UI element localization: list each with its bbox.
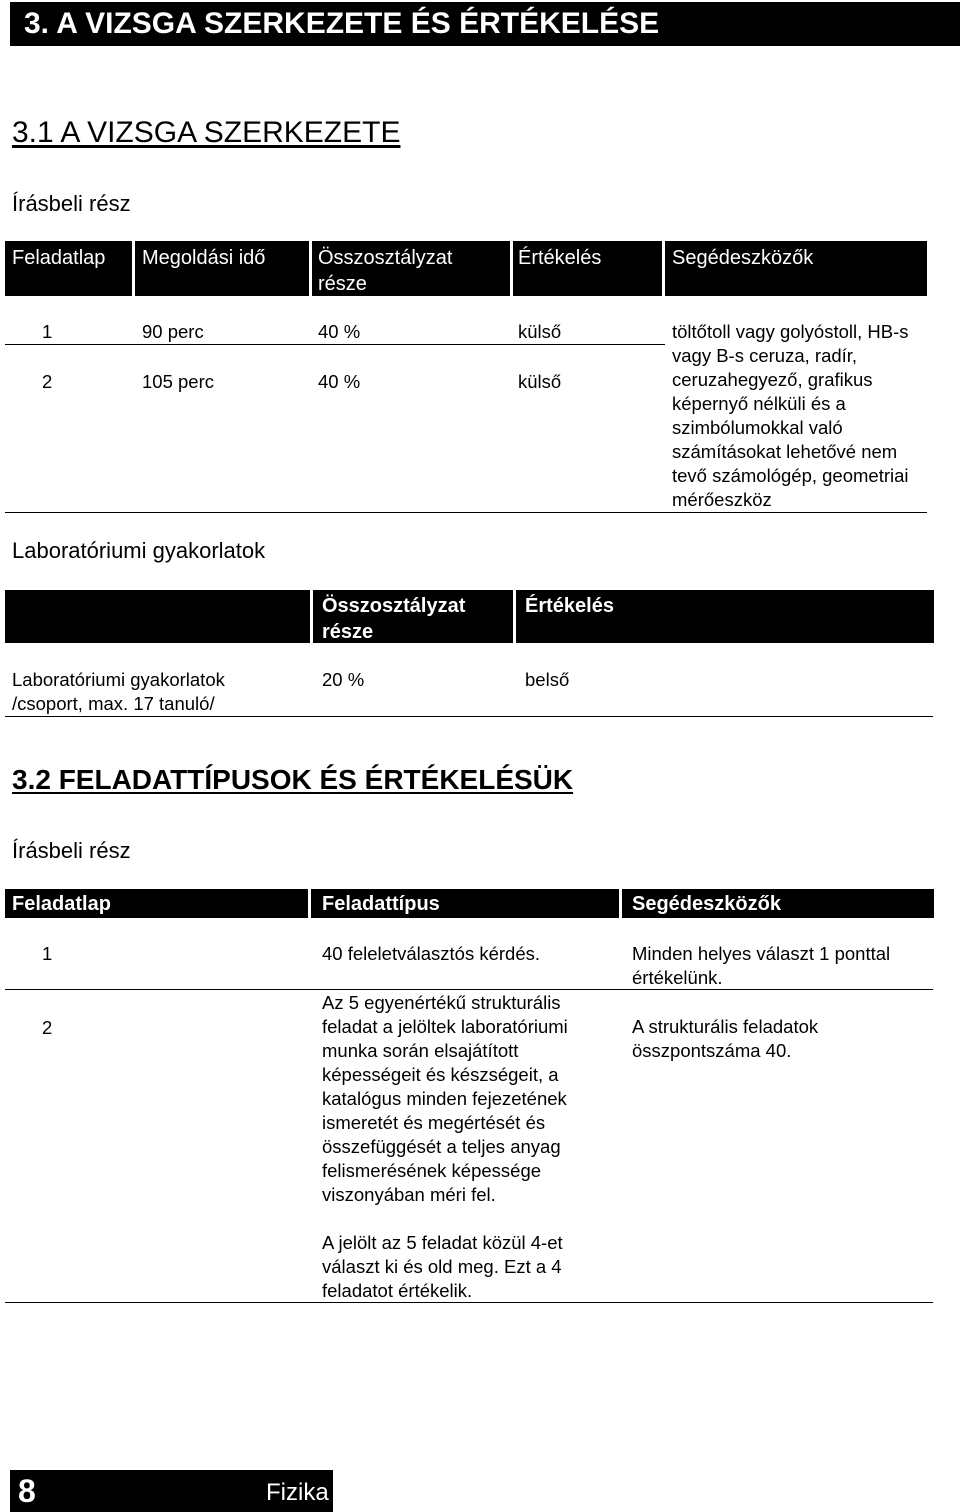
lab-bottom-rule [5, 716, 933, 717]
lab-row-share: 20 % [322, 669, 365, 690]
types-row-divider [5, 989, 933, 990]
row1-sheet: 1 [42, 321, 53, 342]
section-title-3-2: 3.2 FELADATTÍPUSOK ÉS ÉRTÉKELÉSÜK [12, 764, 574, 795]
tools-cell: töltőtoll vagy golyóstoll, HB-s vagy B-s ceruza, radír, ceruzahegyező, grafikus képernyő nélküli és a szimbólumokkal való számításokat lehetővé nem tevő számológép, geometriai mérőeszköz [672, 321, 909, 510]
table-bottom-rule [5, 512, 927, 513]
types-col-header-sheet: Feladatlap [12, 893, 111, 915]
chapter-banner: 3. A VIZSGA SZERKEZETE ÉS ÉRTÉKELÉSE [10, 2, 960, 46]
row2-sheet: 2 [42, 371, 53, 392]
row-divider [5, 344, 665, 345]
lab-row-label: Laboratóriumi gyakorlatok /csoport, max. 17 tanuló/ [12, 669, 225, 714]
types-row1-sheet: 1 [42, 943, 53, 964]
types-row2-eval: A strukturális feladatok összpontszáma 40. [632, 1016, 819, 1061]
types-col-header-tools: Segédeszközők [632, 893, 781, 915]
types-row2-note: A jelölt az 5 feladat közül 4-et választ ki és old meg. Ezt a 4 feladatot értékelik. [322, 1232, 563, 1301]
page-number: 8 [18, 1473, 36, 1509]
col-header-eval: Értékelés [518, 247, 602, 269]
lab-col-header-eval: Értékelés [525, 595, 614, 617]
written-part-heading: Írásbeli rész [12, 191, 131, 216]
types-table-header [5, 889, 934, 918]
types-row2-sheet: 2 [42, 1017, 53, 1038]
types-row2-type: Az 5 egyenértékű strukturális feladat a jelöltek laboratóriumi munka során elsajátított képességeit és készségeit, a katalógus minden fejezetének ismeretét és megértését és összefüggését a teljes anyag felismerésének képessége viszonyában méri fel. [322, 992, 568, 1205]
lab-col-header-share: Összosztályzat része [322, 595, 466, 643]
section-title-3-1: 3.1 A VIZSGA SZERKEZETE [12, 116, 401, 149]
row2-time: 105 perc [142, 371, 214, 392]
types-row1-type: 40 feleletválasztós kérdés. [322, 943, 541, 964]
row1-time: 90 perc [142, 321, 204, 342]
lab-row-eval: belső [525, 669, 570, 690]
col-header-time: Megoldási idő [142, 247, 266, 269]
col-header-tools: Segédeszközők [672, 247, 814, 269]
row1-share: 40 % [318, 321, 361, 342]
row2-eval: külső [518, 371, 562, 392]
subject-label: Fizika [266, 1479, 329, 1506]
types-col-header-type: Feladattípus [322, 893, 440, 915]
types-bottom-rule [5, 1302, 933, 1303]
types-row1-eval: Minden helyes választ 1 ponttal értékelünk. [632, 943, 891, 988]
written-part-heading-2: Írásbeli rész [12, 838, 131, 863]
lab-heading: Laboratóriumi gyakorlatok [12, 538, 266, 563]
row1-eval: külső [518, 321, 562, 342]
col-header-share: Összosztályzat része [318, 247, 453, 295]
col-header-sheet: Feladatlap [12, 247, 106, 269]
row2-share: 40 % [318, 371, 361, 392]
